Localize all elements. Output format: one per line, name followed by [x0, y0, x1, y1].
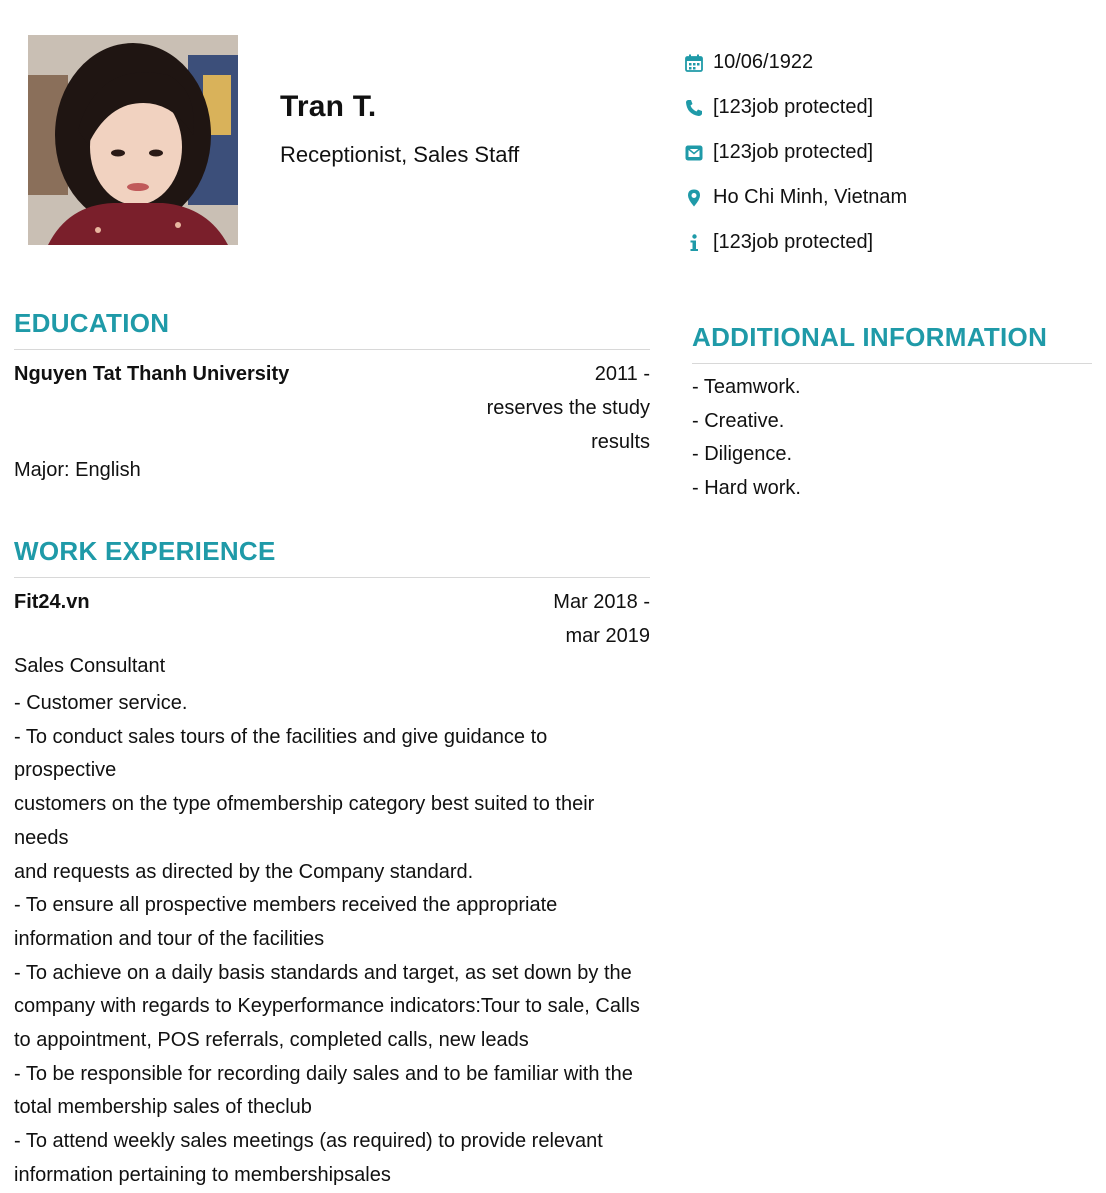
work-detail-line: - To attend weekly sales meetings (as required) to provide relevant: [14, 1130, 603, 1153]
contact-info: [684, 220, 1084, 265]
work-experience-heading: WORK EXPERIENCE: [14, 536, 276, 566]
school-name: Nguyen Tat Thanh University: [14, 363, 290, 385]
contact-text: [123job protected]: [713, 141, 874, 163]
work-date: Mar 2018 - mar 2019: [553, 591, 650, 647]
section-divider: [14, 349, 650, 350]
contact-address: [684, 175, 1084, 220]
additional-info-item: - Teamwork.: [692, 376, 801, 398]
work-detail-line: information pertaining to membershipsales: [14, 1163, 391, 1186]
contact-list: [684, 40, 1084, 265]
calendar-icon: [684, 53, 704, 73]
work-detail-line: - To achieve on a daily basis standards and target, as set down by the: [14, 961, 632, 984]
additional-info-heading: ADDITIONAL INFORMATION: [692, 322, 1048, 352]
education-heading: EDUCATION: [14, 308, 170, 338]
additional-info-item: - Creative.: [692, 409, 785, 432]
profile-photo: [28, 35, 238, 245]
education-major: Major: English: [14, 459, 141, 481]
contact-text: Ho Chi Minh, Vietnam: [713, 186, 908, 208]
work-details: [14, 687, 650, 1193]
work-experience-section: [14, 536, 650, 1193]
contact-text: 10/06/1922: [713, 51, 814, 73]
additional-info-list: [692, 371, 1092, 506]
education-date: 2011 - reserves the study results: [486, 363, 650, 453]
envelope-icon: [684, 143, 704, 163]
work-detail-line: customers on the type ofmembership category best suited to their needs: [14, 793, 595, 849]
section-divider: [14, 577, 650, 578]
work-detail-line: - To be responsible for recording daily sales and to be familiar with the: [14, 1062, 633, 1085]
additional-info-section: [692, 322, 1092, 506]
section-divider: [692, 363, 1092, 364]
work-detail-line: to appointment, POS referrals, completed calls, new leads: [14, 1029, 529, 1052]
work-entry-header: [14, 585, 650, 653]
work-detail-line: and requests as directed by the Company standard.: [14, 860, 474, 883]
work-detail-line: - To conduct sales tours of the facilities and give guidance to prospective: [14, 725, 548, 782]
work-position: Sales Consultant: [14, 655, 166, 677]
phone-icon: [684, 98, 704, 118]
contact-birthdate: [684, 40, 1084, 85]
company-name: Fit24.vn: [14, 591, 90, 613]
work-detail-line: company with regards to Keyperformance indicators:Tour to sale, Calls: [14, 995, 640, 1018]
work-detail-line: information and tour of the facilities: [14, 927, 325, 950]
education-section: [14, 308, 650, 487]
candidate-title: Receptionist, Sales Staff: [280, 142, 520, 167]
info-icon: [684, 233, 704, 253]
contact-phone: [684, 85, 1084, 130]
contact-text: [123job protected]: [713, 96, 874, 118]
map-marker-icon: [684, 188, 704, 208]
work-detail-line: - To ensure all prospective members received the appropriate: [14, 894, 558, 917]
work-detail-line: total membership sales of theclub: [14, 1096, 312, 1119]
candidate-name: Tran T.: [280, 90, 377, 123]
contact-text: [123job protected]: [713, 231, 874, 253]
additional-info-item: - Hard work.: [692, 477, 801, 500]
additional-info-item: - Diligence.: [692, 443, 793, 466]
contact-email: [684, 130, 1084, 175]
education-entry-header: [14, 357, 650, 459]
work-detail-line: - Customer service.: [14, 692, 188, 714]
